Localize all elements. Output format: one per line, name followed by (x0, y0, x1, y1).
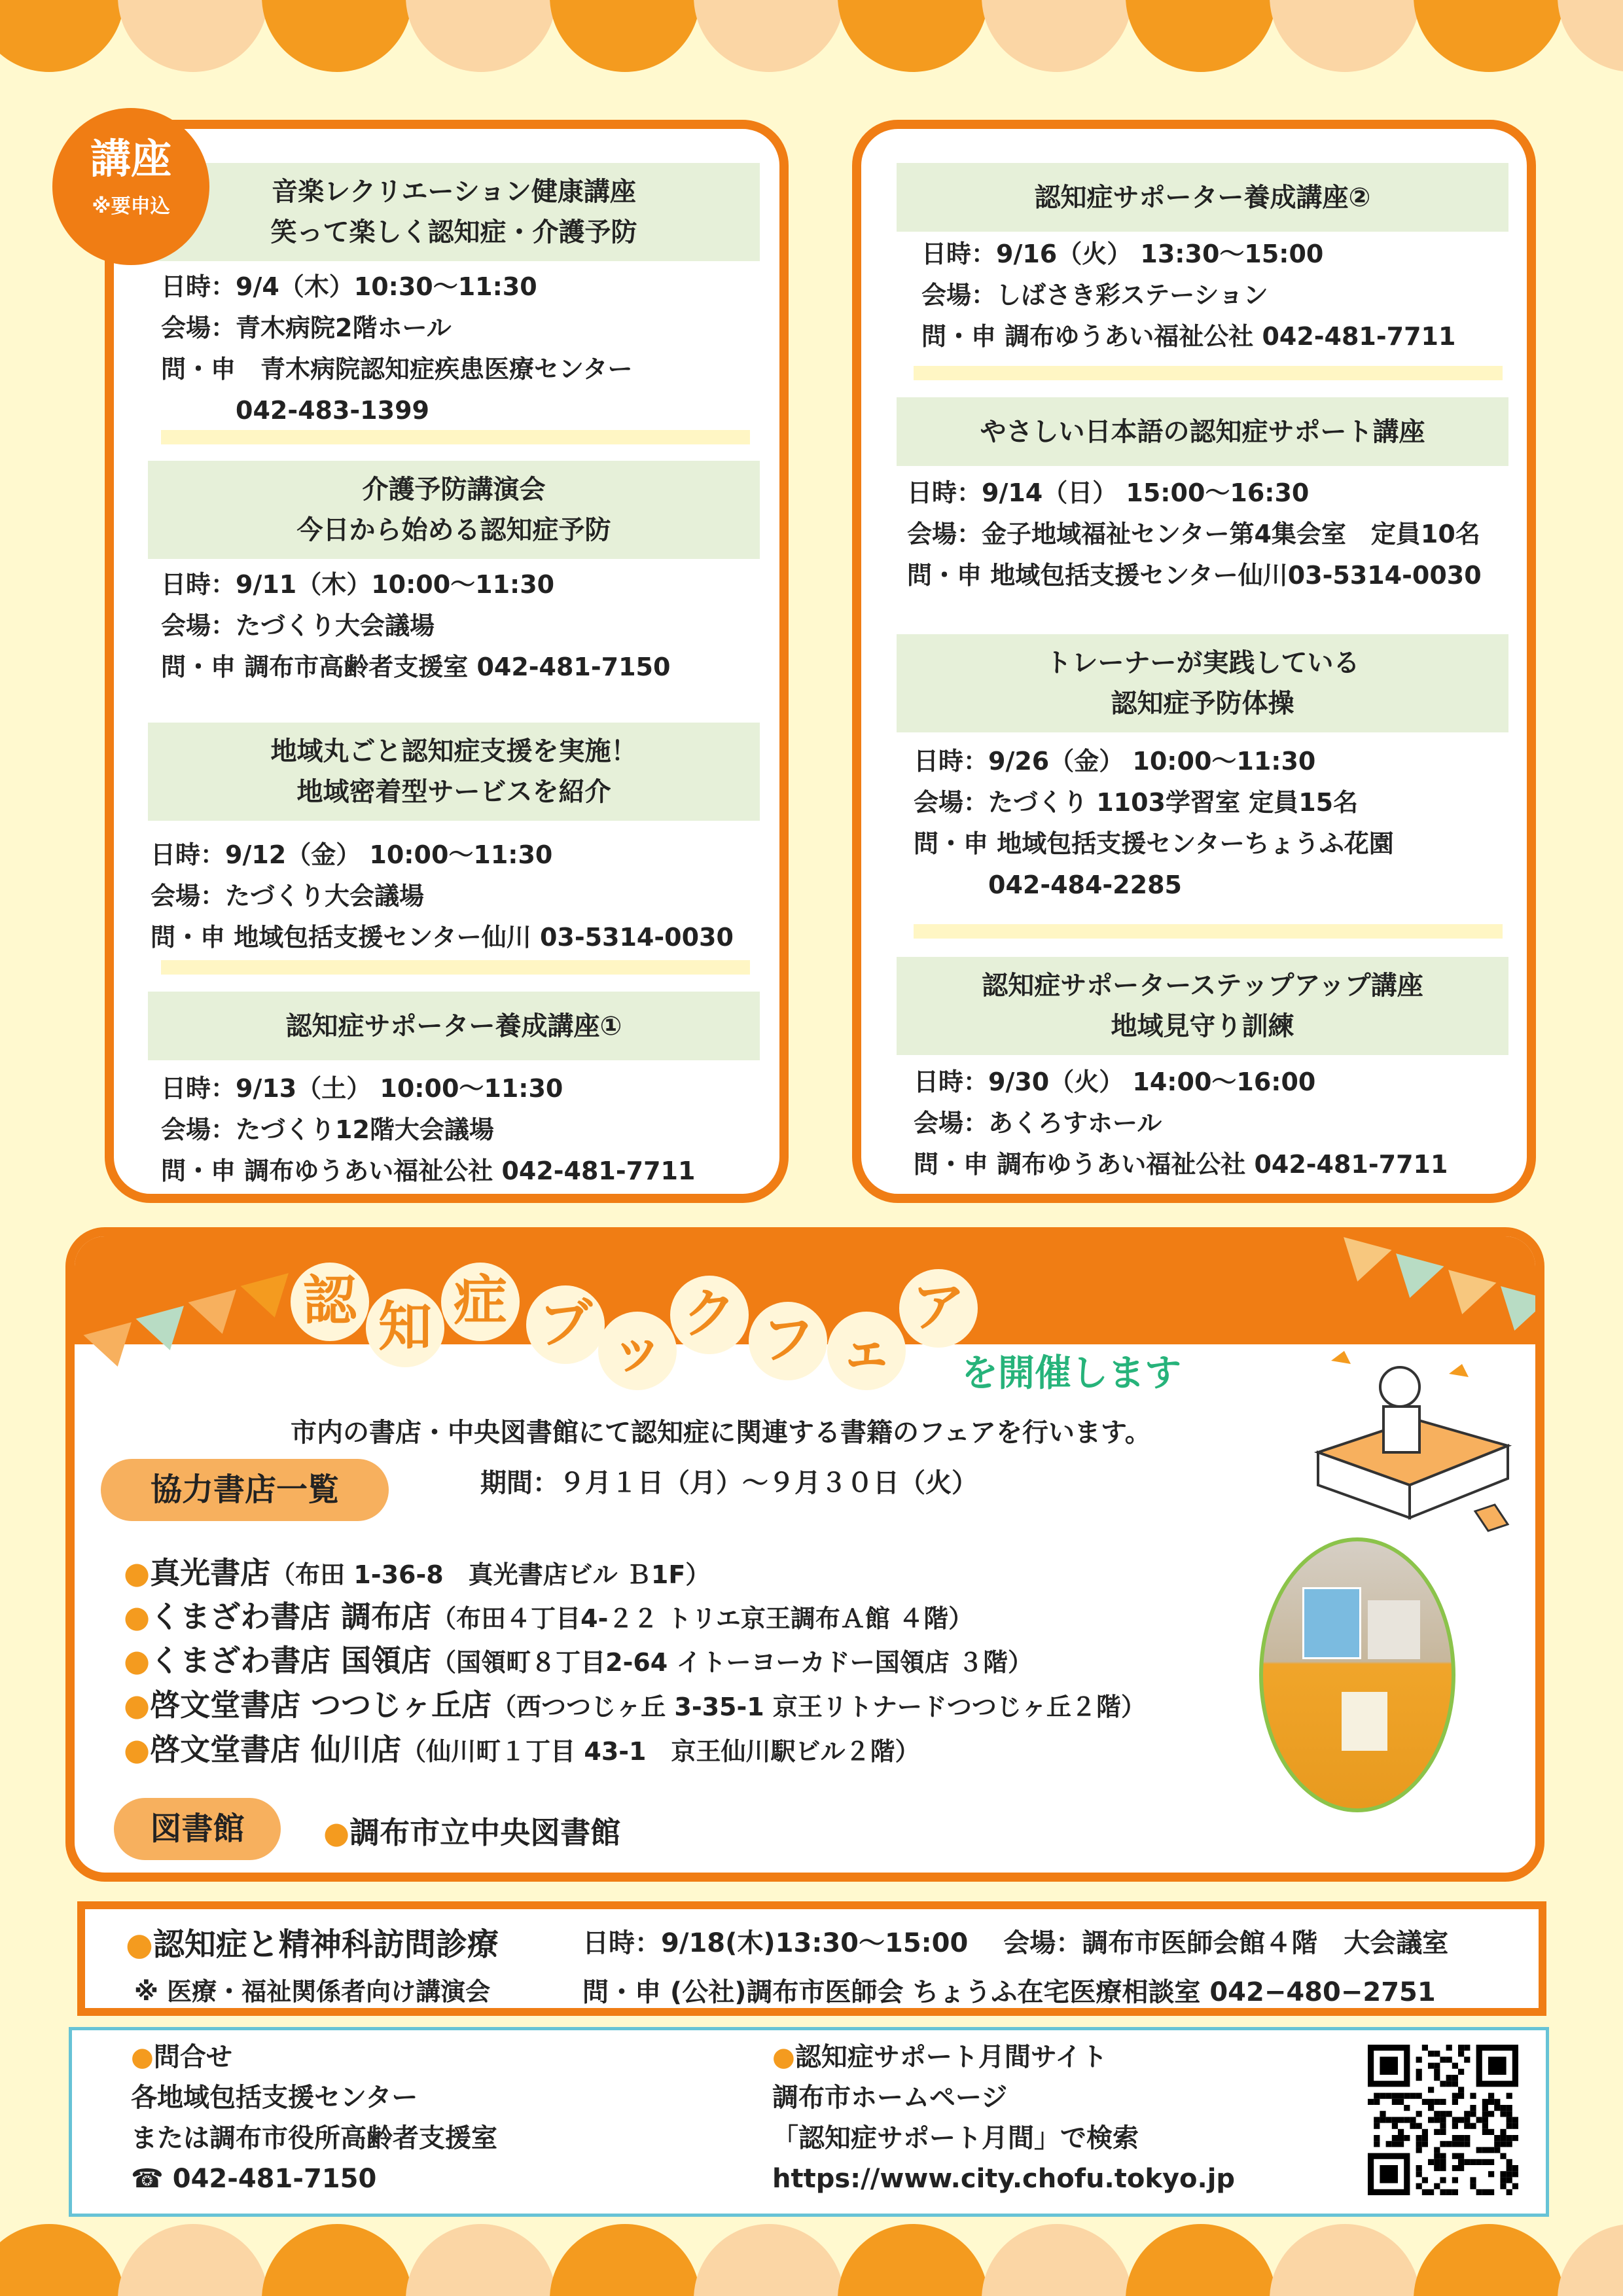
store-item: ●啓文堂書店 仙川店（仙川町１丁目 43-1 京王仙川駅ビル２階） (124, 1732, 920, 1767)
course-details: 日時：9/12（金） 10:00～11:30 会場：たづくり大会議場 問・申 地域包括支援センター仙川 03-5314-0030 (151, 840, 734, 952)
scallop-circle (0, 0, 124, 72)
top-scallop-border (0, 0, 1623, 98)
scallop-circle (406, 0, 556, 72)
book-fair-title (291, 1249, 1043, 1380)
course-header: やさしい日本語の認知症サポート講座 (897, 397, 1508, 466)
course-details: 日時：9/13（土） 10:00～11:30 会場：たづくり12階大会議場 問・申 調布ゆうあい福祉公社 042-481-7711 (161, 1074, 696, 1185)
scallop-circle (550, 2224, 700, 2296)
course-header: 認知症サポーター養成講座① (148, 992, 760, 1060)
course-details: 日時：9/16（火） 13:30～15:00 会場：しばさき彩ステーション 問・申 調布ゆうあい福祉公社 042-481-7711 (921, 240, 1456, 351)
title-char-bubble: ブ (526, 1285, 605, 1364)
course-details: 日時：9/11（木）10:00～11:30 会場：たづくり大会議場 問・申 調布市高齢者支援室 042-481-7150 (161, 570, 671, 681)
course-header: 音楽レクリエーション健康講座 笑って楽しく認知症・介護予防 (148, 163, 760, 261)
scallop-circle (550, 0, 700, 72)
scallop-circle (1558, 2224, 1623, 2296)
title-char-bubble: ア (899, 1269, 978, 1348)
title-char-bubble: フ (749, 1302, 827, 1380)
right-course-panel (852, 120, 1536, 1203)
book-fair-period: 期間：９月１日（月）～９月３０日（火） (480, 1468, 978, 1498)
bullet-icon: ● (124, 1643, 151, 1678)
bullet-icon: ● (126, 1926, 153, 1963)
course-header: 介護予防講演会 今日から始める認知症予防 (148, 461, 760, 559)
bullet-icon: ● (124, 1599, 151, 1634)
scallop-circle (406, 2224, 556, 2296)
scallop-circle (118, 2224, 268, 2296)
scallop-circle (982, 2224, 1132, 2296)
title-char-bubble: ク (670, 1276, 749, 1354)
scallop-circle (1414, 2224, 1564, 2296)
scallop-circle (1414, 0, 1564, 72)
qr-code-icon[interactable] (1368, 2045, 1518, 2195)
scallop-circle (982, 0, 1132, 72)
title-char-bubble: 知 (366, 1289, 444, 1367)
separator (914, 366, 1503, 380)
title-char-bubble: 認 (291, 1263, 369, 1341)
course-details: 日時：9/30（火） 14:00～16:00 会場：あくろすホール 問・申 調布ゆうあい福祉公社 042-481-7711 (914, 1067, 1448, 1179)
scallop-circle (262, 0, 412, 72)
store-item: ●くまざわ書店 国領店（国領町８丁目2-64 イトーヨーカドー国領店 ３階） (124, 1643, 1033, 1678)
course-details: 日時：9/4（木）10:30～11:30 会場：青木病院2階ホール 問・申 青木病院認知症疾患医療センター 042-483-1399 (161, 272, 633, 425)
course-details: 日時：9/14（日） 15:00～16:30 会場：金子地域福祉センター第4集会室 定員10名 問・申 地域包括支援センター仙川03-5314-0030 (907, 478, 1482, 590)
scallop-circle (262, 2224, 412, 2296)
title-char-bubble: ェ (827, 1312, 906, 1390)
book-fair-subtitle: を開催します (961, 1352, 1181, 1395)
book-fair-description: 市内の書店・中央図書館にて認知症に関連する書籍のフェアを行います。 (291, 1418, 1151, 1448)
contact-box (69, 2027, 1549, 2217)
library-item: ●調布市立中央図書館 (323, 1815, 621, 1850)
clinic-note: ※ 医療・福祉関係者向け講演会 (134, 1977, 491, 2006)
library-label: 図書館 (114, 1798, 281, 1860)
bullet-icon: ● (772, 2042, 795, 2072)
clinic-title-row: ●認知症と精神科訪問診療 (126, 1926, 499, 1963)
bullet-icon: ● (124, 1732, 151, 1767)
badge-title: 講座 (90, 135, 171, 183)
clinic-line1: 日時：9/18(木)13:30～15:00 会場：調布市医師会館４階 大会議室 (582, 1928, 1449, 1958)
scallop-circle (838, 2224, 988, 2296)
course-details: 日時：9/26（金） 10:00～11:30 会場：たづくり 1103学習室 定員15名 問・申 地域包括支援センターちょうふ花園 042-484-2285 (914, 747, 1394, 899)
reading-person-illustration (1305, 1348, 1521, 1537)
course-header: 認知症サポーターステップアップ講座 地域見守り訓練 (897, 957, 1508, 1055)
scallop-circle (1270, 0, 1420, 72)
stores-label: 協力書店一覧 (101, 1459, 389, 1521)
scallop-circle (118, 0, 268, 72)
separator (161, 430, 750, 444)
site-url[interactable]: https://www.city.chofu.tokyo.jp (772, 2164, 1236, 2194)
title-char-bubble: ッ (598, 1312, 677, 1390)
course-header: 認知症サポーター養成講座② (897, 163, 1508, 232)
scallop-circle (0, 2224, 124, 2296)
scallop-circle (694, 2224, 844, 2296)
store-item: ●啓文堂書店 つつじヶ丘店（西つつじヶ丘 3-35-1 京王リトナードつつじヶ丘２階） (124, 1687, 1146, 1723)
bullet-icon: ● (131, 2042, 154, 2072)
course-badge (52, 108, 209, 265)
book-fair-section (65, 1227, 1544, 1882)
separator (161, 960, 750, 975)
course-header: 地域丸ごと認知症支援を実施！ 地域密着型サービスを紹介 (148, 723, 760, 821)
badge-note: ※要申込 (92, 195, 170, 218)
book-display-photo (1259, 1537, 1455, 1812)
scallop-circle (1126, 2224, 1276, 2296)
scallop-circle (694, 0, 844, 72)
course-header: トレーナーが実践している 認知症予防体操 (897, 634, 1508, 732)
contact-left: ●問合せ 各地域包括支援センター または調布市役所高齢者支援室 ☎ 042-481-7150 (131, 2042, 497, 2194)
separator (914, 924, 1503, 939)
store-item: ●真光書店（布田 1-36-8 真光書店ビル Ｂ1F） (124, 1555, 711, 1590)
bullet-icon: ● (124, 1555, 151, 1590)
bullet-icon: ● (323, 1815, 350, 1850)
scallop-circle (1558, 0, 1623, 72)
scallop-circle (1126, 0, 1276, 72)
clinic-lecture-box (77, 1901, 1546, 2016)
left-course-panel (105, 120, 789, 1203)
contact-right: ●認知症サポート月間サイト 調布市ホームページ 「認知症サポート月間」で検索 https://www.city.chofu.tokyo.jp (772, 2037, 1235, 2199)
title-char-bubble: 症 (441, 1263, 520, 1341)
scallop-circle (838, 0, 988, 72)
bullet-icon: ● (124, 1687, 151, 1723)
scallop-circle (1270, 2224, 1420, 2296)
clinic-line2: 問・申 (公社)調布市医師会 ちょうふ在宅医療相談室 042−480−2751 (582, 1977, 1436, 2007)
store-item: ●くまざわ書店 調布店（布田４丁目4-２２ トリエ京王調布Ａ館 ４階） (124, 1599, 974, 1634)
